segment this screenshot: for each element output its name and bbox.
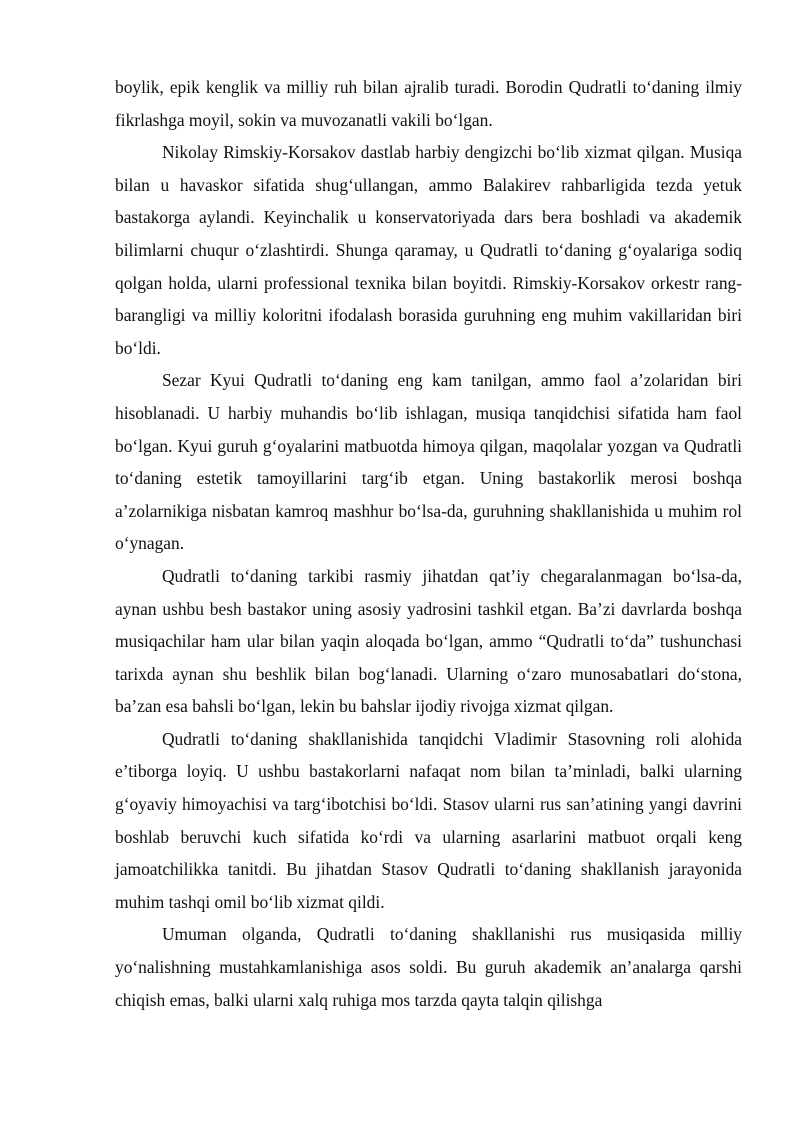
paragraph-group-composition: Qudratli to‘daning tarkibi rasmiy jihatdan qat’iy chegaralanmagan bo‘lsa-da, aynan ushbu besh bastakor uning asosiy yadrosini tashkil etgan. Ba’zi davrlarda boshqa musiqachilar ham ular bilan yaqin aloqada bo‘lgan, ammo “Qudratli to‘da” tushunchasi tarixda aynan shu beshlik bilan bog‘lanadi. Ularning o‘zaro munosabatlari do‘stona, ba’zan esa bahsli bo‘lgan, lekin bu bahslar ijodiy rivojga xizmat qilgan. [115, 565, 742, 717]
paragraph-continuation: boylik, epik kenglik va milliy ruh bilan ajralib turadi. Borodin Qudratli to‘daning ilmiy fikrlashga moyil, sokin va muvozanatli vakili bo‘lgan. [115, 77, 742, 130]
document-body [115, 71, 742, 1016]
paragraph-cui: Sezar Kyui Qudratli to‘daning eng kam tanilgan, ammo faol a’zolaridan biri hisoblanadi. U harbiy muhandis bo‘lib ishlagan, musiqa tanqidchisi sifatida ham faol bo‘lgan. Kyui guruh g‘oyalarini matbuotda himoya qilgan, maqolalar yozgan va Qudratli to‘daning estetik tamoyillarini targ‘ib etgan. Uning bastakorlik merosi boshqa a’zolarnikiga nisbatan kamroq mashhur bo‘lsa-da, guruhning shakllanishida u muhim rol o‘ynagan. [115, 370, 742, 554]
paragraph-conclusion: Umuman olganda, Qudratli to‘daning shakllanishi rus musiqasida milliy yo‘nalishning mustahkamlanishiga asos soldi. Bu guruh akademik an’analarga qarshi chiqish emas, balki ularni xalq ruhiga mos tarzda qayta talqin qilishga [115, 924, 742, 1010]
paragraph-rimsky-korsakov: Nikolay Rimskiy-Korsakov dastlab harbiy dengizchi bo‘lib xizmat qilgan. Musiqa bilan u havaskor sifatida shug‘ullangan, ammo Balakirev rahbarligida tezda yetuk bastakorga aylandi. Keyinchalik u konservatoriyada dars bera boshladi va akademik bilimlarni chuqur o‘zlashtirdi. Shunga qaramay, u Qudratli to‘daning g‘oyalariga sodiq qolgan holda, ularni professional texnika bilan boyitdi. Rimskiy-Korsakov orkestr rang-barangligi va milliy koloritni ifodalash borasida guruhning eng muhim vakillaridan biri bo‘ldi. [115, 142, 742, 358]
paragraph-stasov: Qudratli to‘daning shakllanishida tanqidchi Vladimir Stasovning roli alohida e’tiborga loyiq. U ushbu bastakorlarni nafaqat nom bilan ta’minladi, balki ularning g‘oyaviy himoyachisi va targ‘ibotchisi bo‘ldi. Stasov ularni rus san’atining yangi davrini boshlab beruvchi kuch sifatida ko‘rdi va ularning asarlarini matbuot orqali keng jamoatchilikka tanitdi. Bu jihatdan Stasov Qudratli to‘daning shakllanish jarayonida muhim tashqi omil bo‘lib xizmat qildi. [115, 728, 742, 912]
